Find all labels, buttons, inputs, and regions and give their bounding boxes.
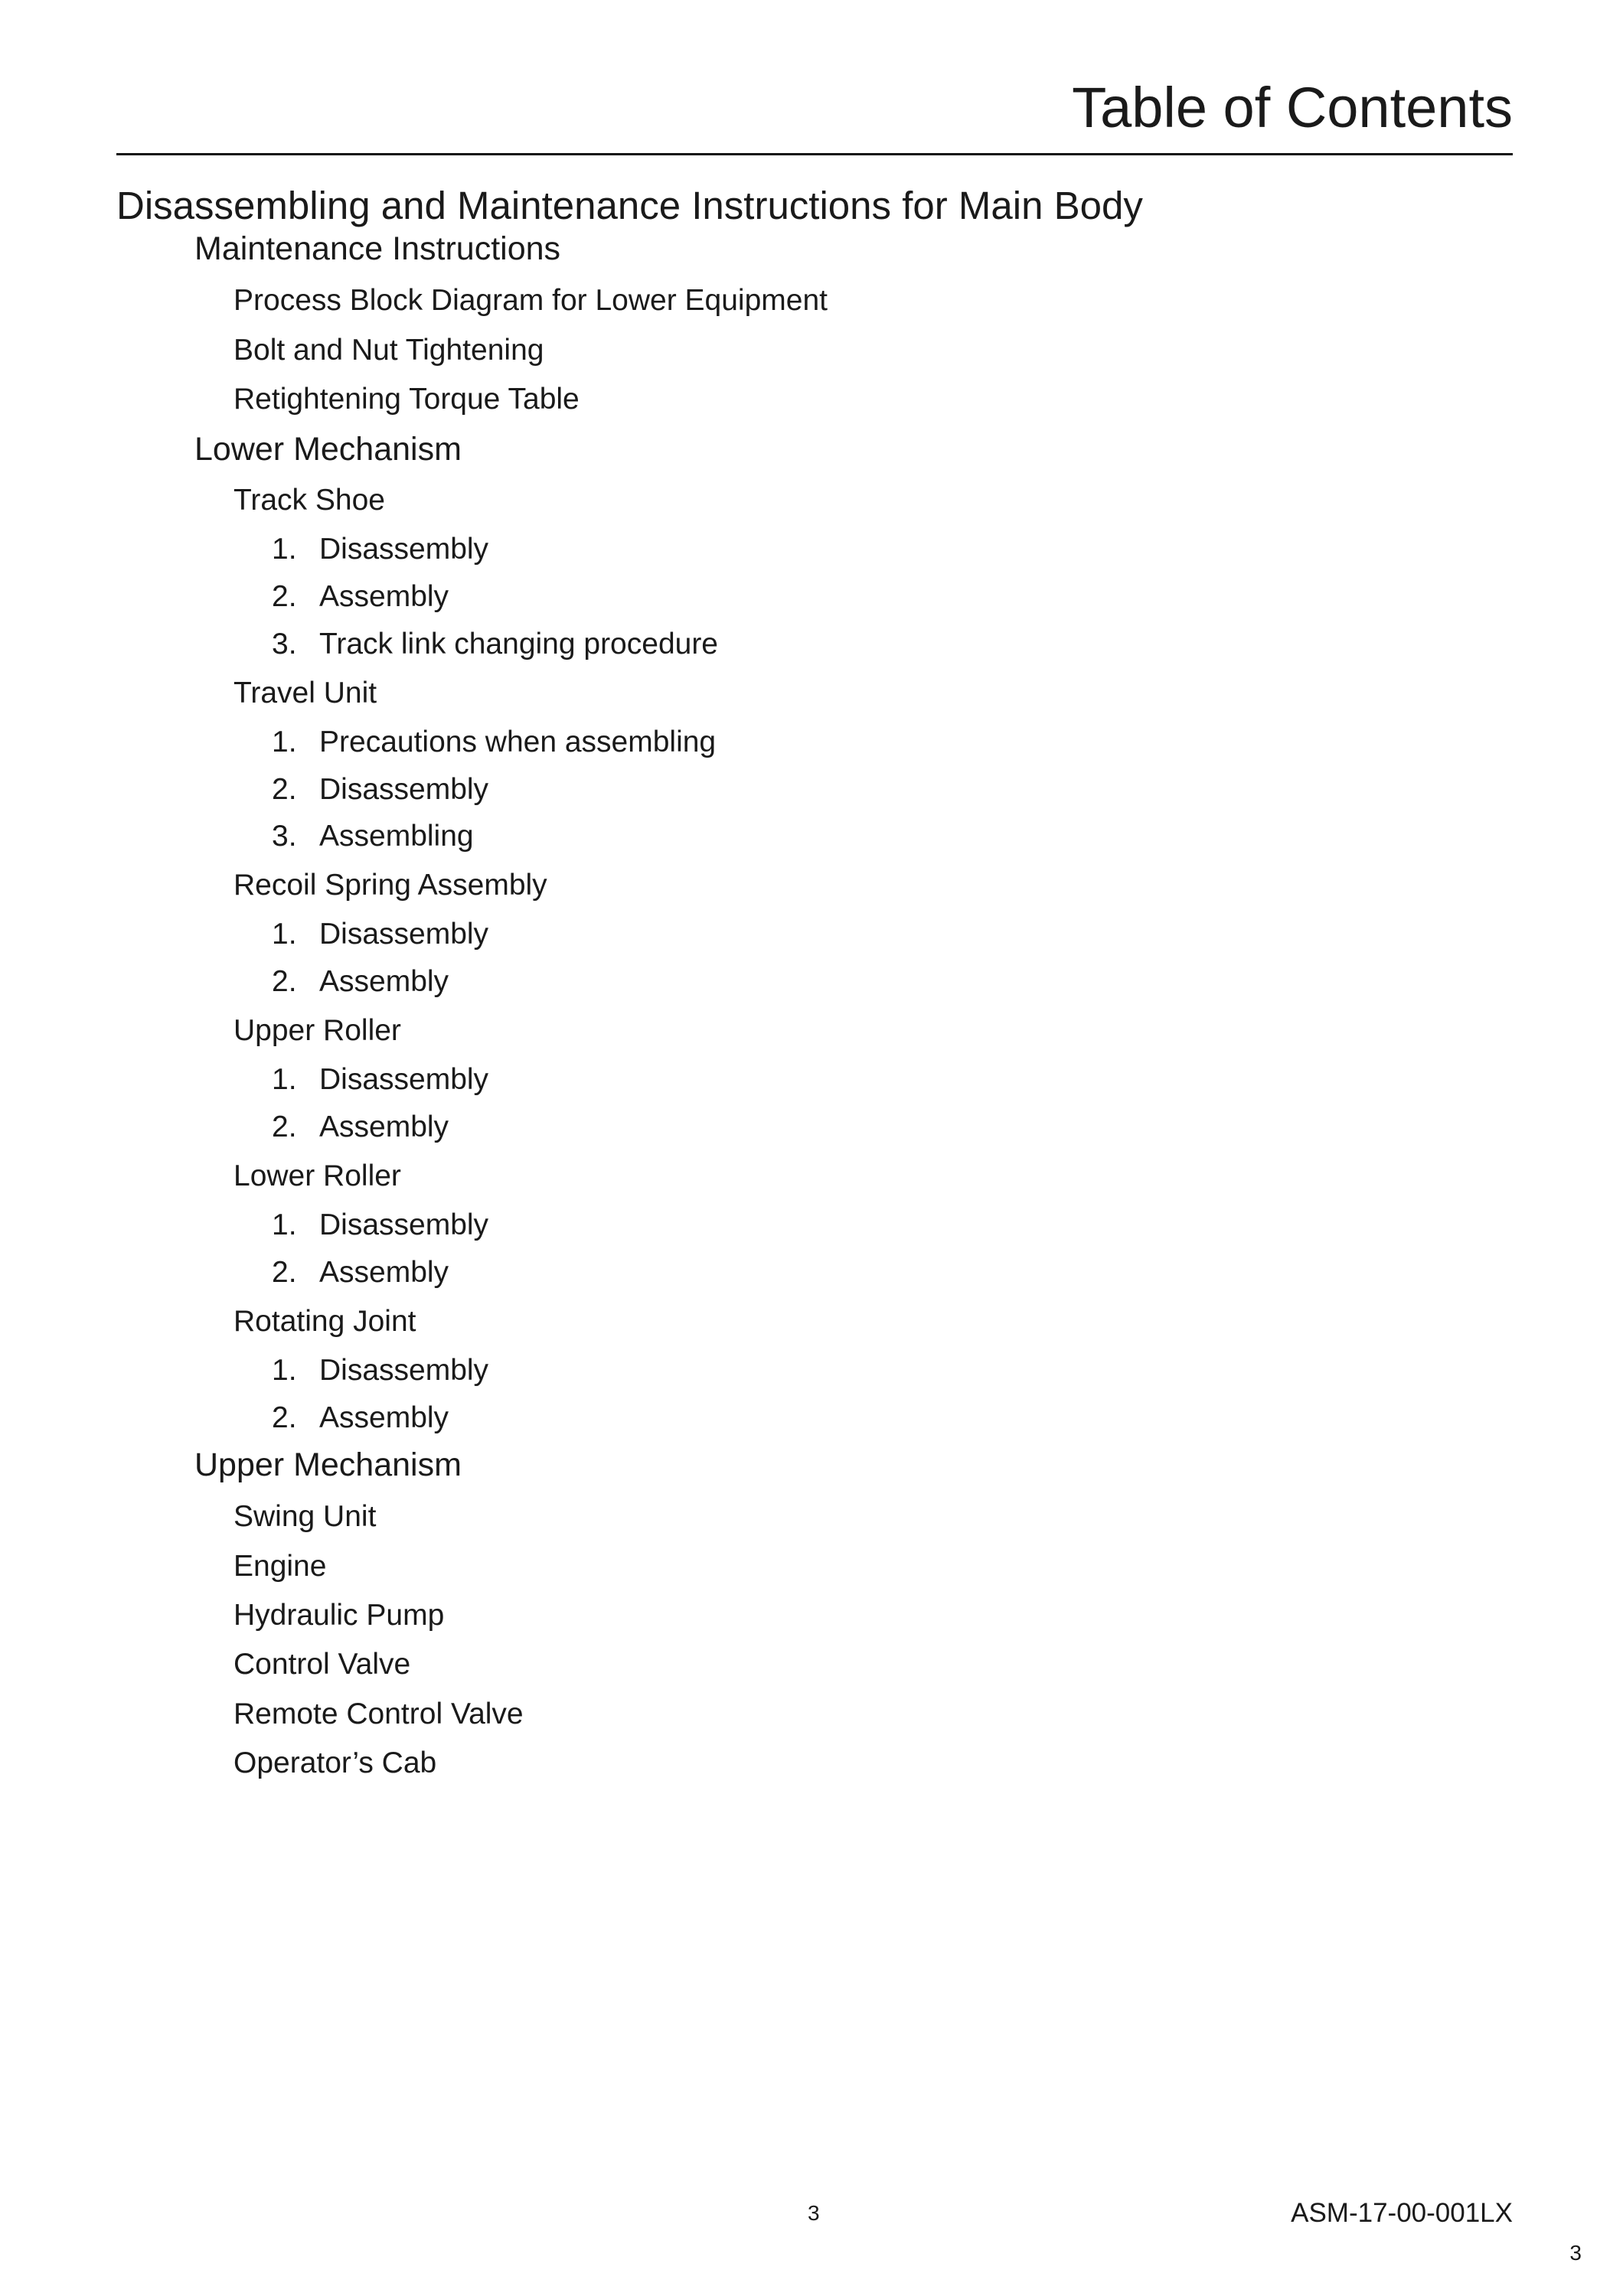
toc-item-remote-control-valve[interactable]: Remote Control Valve — [233, 1698, 524, 1730]
step-label: Disassembly — [319, 918, 489, 951]
step-number: 1. — [272, 1354, 297, 1387]
step-label: Assembly — [319, 1110, 449, 1143]
title-divider — [116, 153, 1513, 155]
toc-item-lower-roller[interactable]: Lower Roller — [233, 1159, 401, 1192]
step-number: 1. — [272, 533, 297, 566]
page-title: Table of Contents — [1072, 76, 1513, 139]
step-label: Disassembly — [319, 1063, 489, 1096]
toc-item-recoil-spring-assembly[interactable]: Recoil Spring Assembly — [233, 869, 547, 902]
toc-heading-maintenance-instructions[interactable]: Maintenance Instructions — [194, 230, 561, 267]
toc-section-main-body[interactable]: Disassembling and Maintenance Instructions for Main Body — [116, 184, 1143, 227]
toc-item-rotating-joint[interactable]: Rotating Joint — [233, 1305, 416, 1338]
toc-step-travel-unit-2[interactable] — [272, 775, 488, 804]
step-number: 2. — [272, 1110, 297, 1143]
step-label: Assembly — [319, 1401, 449, 1434]
toc-item-bolt-nut-tightening[interactable]: Bolt and Nut Tightening — [233, 334, 544, 367]
toc-item-hydraulic-pump[interactable]: Hydraulic Pump — [233, 1599, 445, 1632]
toc-step-upper-roller-2[interactable] — [272, 1112, 449, 1142]
footer-document-code: ASM-17-00-001LX — [1291, 2198, 1513, 2228]
footer-page-number: 3 — [808, 2201, 820, 2225]
toc-step-lower-roller-1[interactable] — [272, 1210, 488, 1240]
toc-heading-lower-mechanism[interactable]: Lower Mechanism — [194, 431, 462, 468]
step-label: Disassembly — [319, 773, 489, 806]
step-number: 1. — [272, 918, 297, 951]
step-label: Disassembly — [319, 533, 489, 566]
toc-item-swing-unit[interactable]: Swing Unit — [233, 1500, 377, 1533]
toc-step-lower-roller-2[interactable] — [272, 1257, 449, 1287]
toc-item-retightening-torque-table[interactable]: Retightening Torque Table — [233, 383, 580, 416]
toc-step-rotating-joint-2[interactable] — [272, 1403, 449, 1433]
toc-step-track-shoe-2[interactable] — [272, 582, 449, 612]
toc-step-recoil-spring-1[interactable] — [272, 919, 488, 949]
step-number: 3. — [272, 820, 297, 853]
corner-page-number: 3 — [1569, 2241, 1582, 2265]
step-number: 2. — [272, 1256, 297, 1289]
step-number: 2. — [272, 773, 297, 806]
step-label: Disassembly — [319, 1208, 489, 1241]
step-number: 1. — [272, 1208, 297, 1241]
step-number: 1. — [272, 726, 297, 758]
step-number: 2. — [272, 1401, 297, 1434]
toc-item-travel-unit[interactable]: Travel Unit — [233, 677, 377, 709]
toc-item-process-block-diagram[interactable]: Process Block Diagram for Lower Equipment — [233, 284, 828, 317]
step-label: Track link changing procedure — [319, 628, 718, 660]
step-label: Disassembly — [319, 1354, 489, 1387]
step-number: 1. — [272, 1063, 297, 1096]
toc-step-track-shoe-1[interactable] — [272, 534, 488, 564]
toc-item-control-valve[interactable]: Control Valve — [233, 1648, 411, 1681]
step-number: 3. — [272, 628, 297, 660]
step-label: Assembling — [319, 820, 474, 853]
toc-item-engine[interactable]: Engine — [233, 1550, 327, 1583]
step-label: Assembly — [319, 1256, 449, 1289]
toc-heading-upper-mechanism[interactable]: Upper Mechanism — [194, 1446, 462, 1483]
toc-item-track-shoe[interactable]: Track Shoe — [233, 484, 385, 517]
step-number: 2. — [272, 580, 297, 613]
toc-step-recoil-spring-2[interactable] — [272, 967, 449, 996]
toc-step-track-shoe-3[interactable] — [272, 629, 718, 659]
toc-step-travel-unit-1[interactable] — [272, 727, 716, 757]
toc-step-travel-unit-3[interactable] — [272, 821, 474, 851]
step-label: Assembly — [319, 580, 449, 613]
step-label: Assembly — [319, 965, 449, 998]
toc-step-upper-roller-1[interactable] — [272, 1065, 488, 1094]
step-number: 2. — [272, 965, 297, 998]
toc-item-upper-roller[interactable]: Upper Roller — [233, 1014, 401, 1047]
step-label: Precautions when assembling — [319, 726, 717, 758]
toc-item-operators-cab[interactable]: Operator’s Cab — [233, 1746, 437, 1779]
toc-step-rotating-joint-1[interactable] — [272, 1355, 488, 1385]
